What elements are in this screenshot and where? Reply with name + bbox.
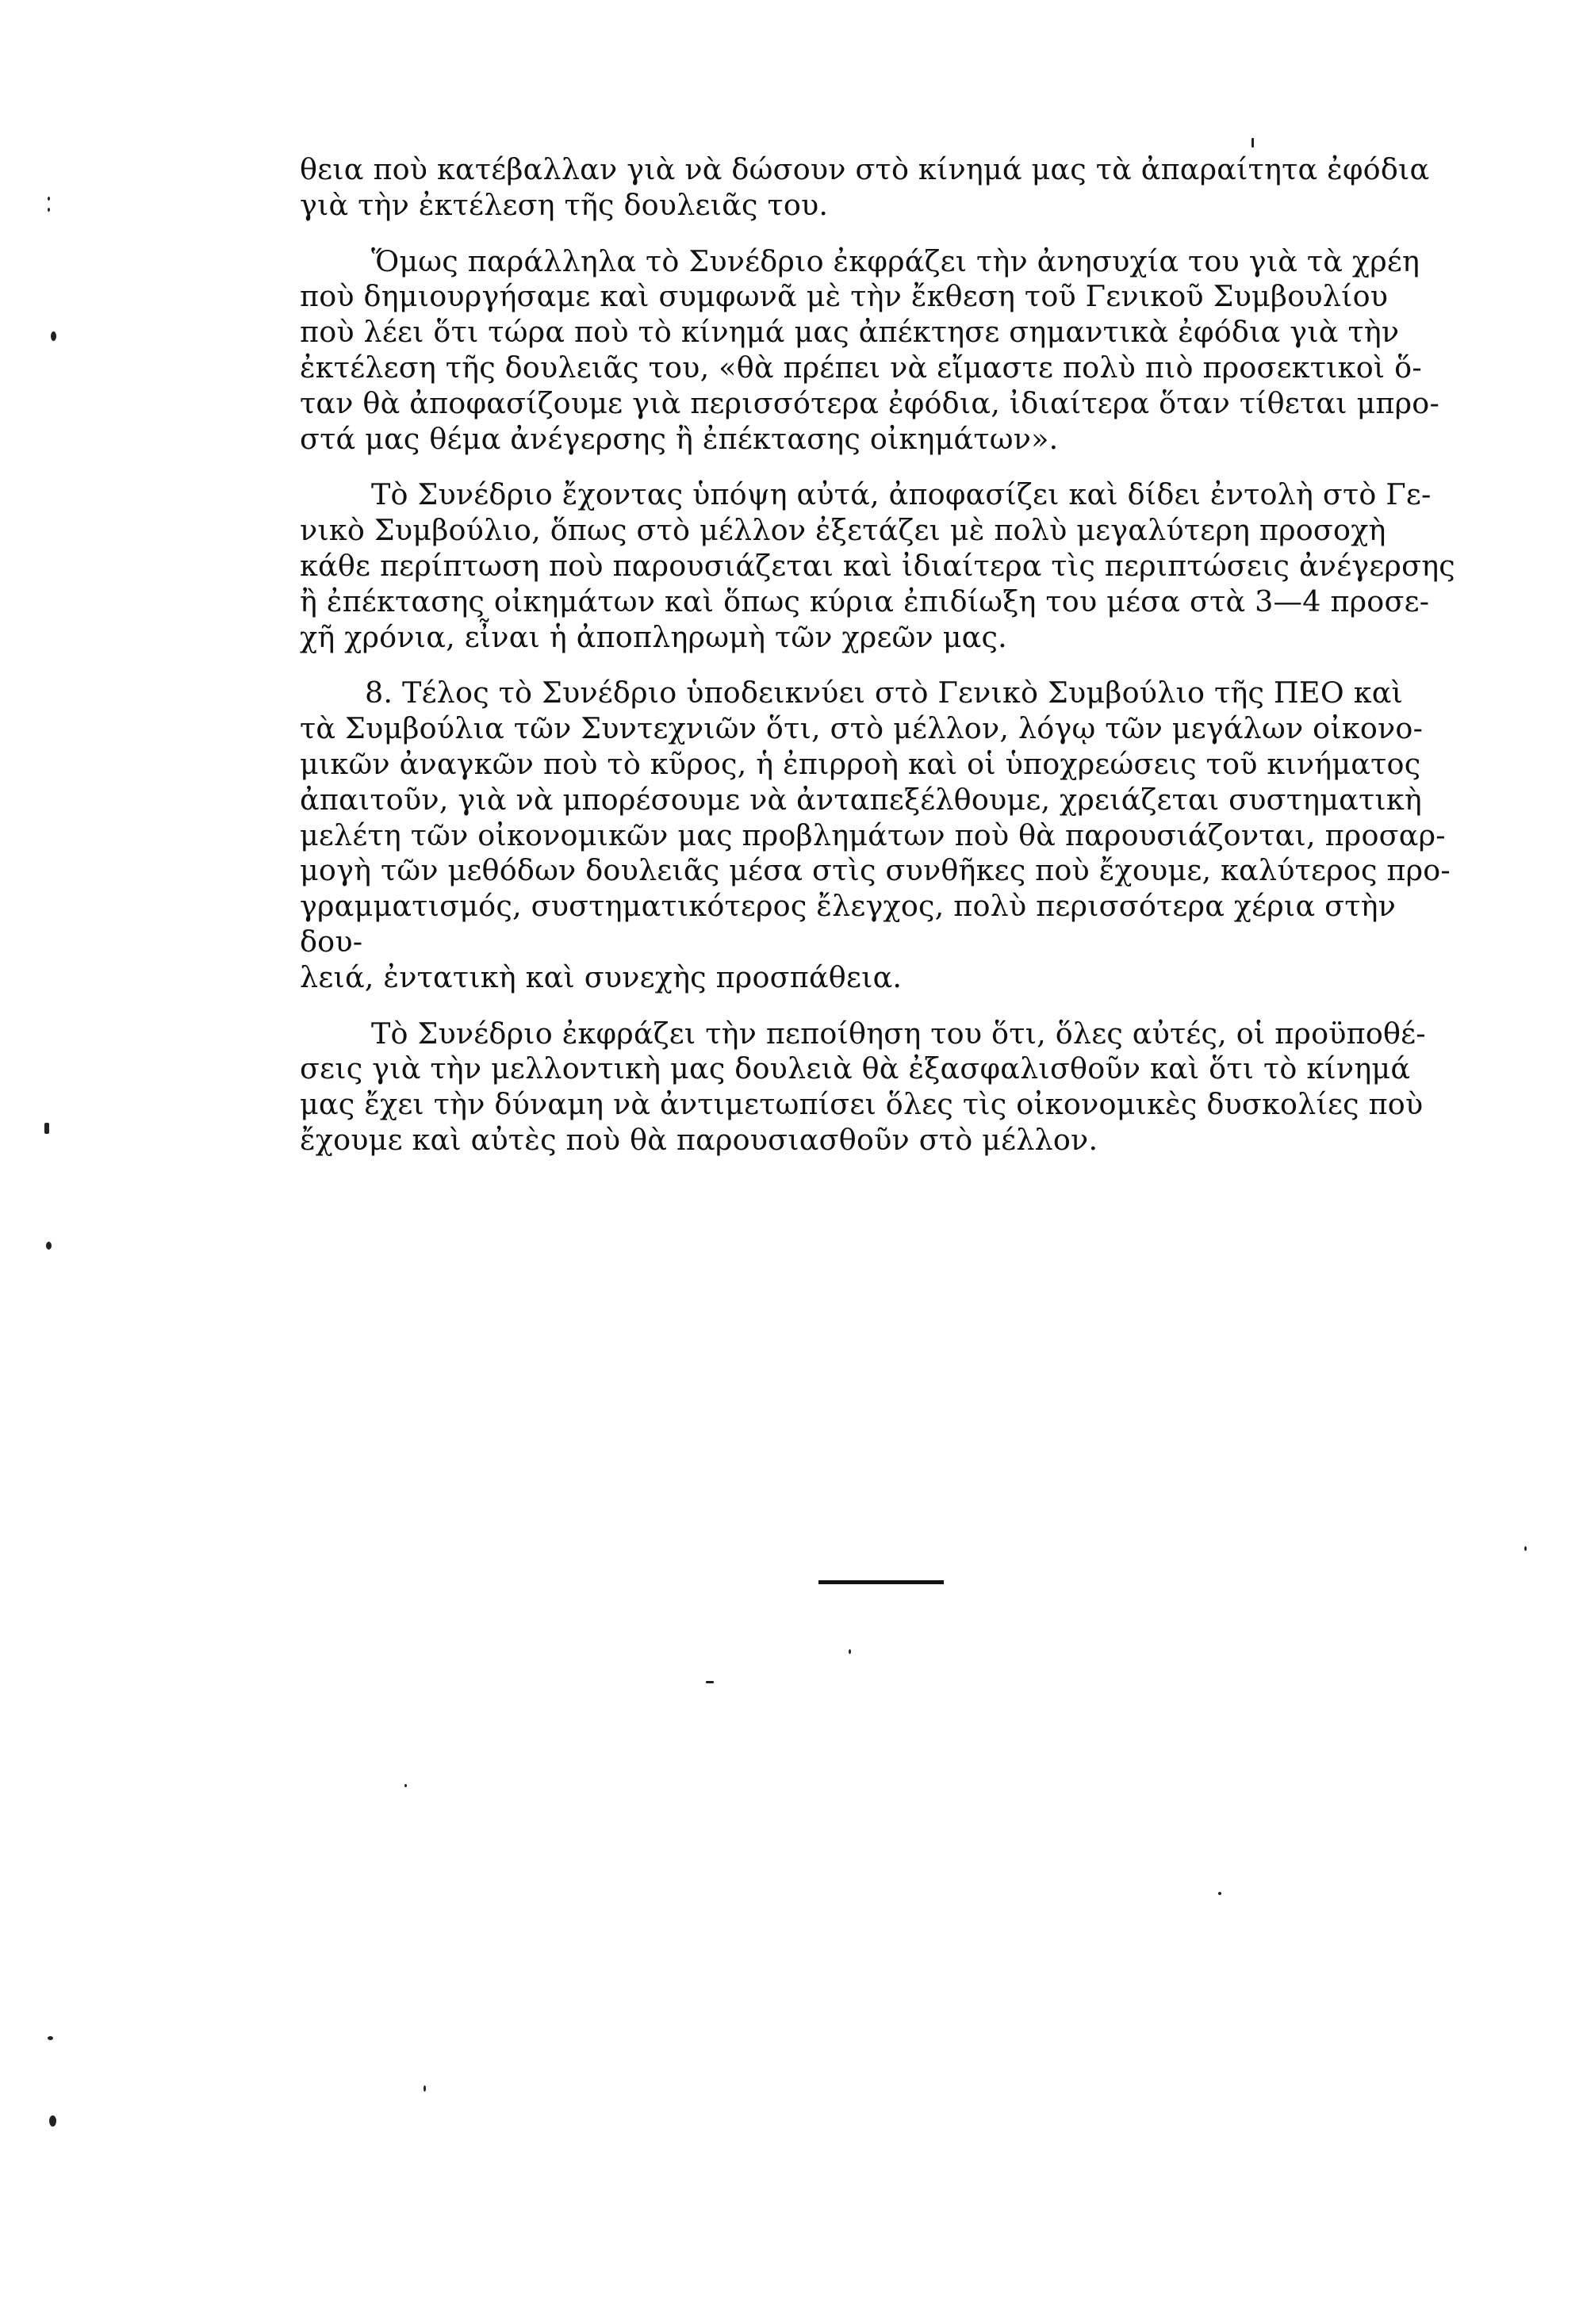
- scan-speck: [44, 1123, 49, 1134]
- scan-speck: [46, 1242, 52, 1250]
- paragraph-conclusion: Τὸ Συνέδριο ἐκφράζει τὴν πεποίθηση του ὅτι, ὅλες αὐτές, οἱ προϋποθέ- σεις γιὰ τὴν μελλοντικὴ μας δουλειὰ θὰ ἐξασφαλισθοῦν καὶ ὅτι τὸ κίνημά μας ἔχει τὴν δύναμη νὰ ἀντιμετωπίσει ὅλες τὶς οἰκονομικὲς δυσκολίες ποὺ ἔχουμε καὶ αὐτὲς ποὺ θὰ παρουσιασθοῦν στὸ μέλλον.: [300, 1016, 1426, 1157]
- paragraph-point-8: 8. Τέλος τὸ Συνέδριο ὑποδεικνύει στὸ Γενικὸ Συμβούλιο τῆς ΠΕΟ καὶ τὰ Συμβούλια τῶν Συντεχνιῶν ὅτι, στὸ μέλλον, λόγῳ τῶν μεγάλων οἰκονο- μικῶν ἀναγκῶν ποὺ τὸ κῦρος, ἡ ἐπιρροὴ καὶ οἱ ὑποχρεώσεις τοῦ κινήματος ἀπαιτοῦν, γιὰ νὰ μπορέσουμε νὰ ἀνταπεξέλθουμε, χρειάζεται συστηματικὴ μελέτη τῶν οἰκονομικῶν μας προβλημάτων ποὺ θὰ παρουσιάζονται, προσαρ- μογὴ τῶν μεθόδων δουλειᾶς μέσα στὶς συνθῆκες ποὺ ἔχουμε, καλύτερος προ- γραμματισμός, συστηματικότερος ἔλεγχος, πολὺ περισσότερα χέρια στὴν δου- λειά, ἐντατικὴ καὶ συνεχὴς προσπάθεια.: [300, 676, 1451, 994]
- paragraph-council-mandate: Τὸ Συνέδριο ἔχοντας ὑπόψη αὐτά, ἀποφασίζει καὶ δίδει ἐντολὴ στὸ Γε- νικὸ Συμβούλιο, ὅπως στὸ μέλλον ἐξετάζει μὲ πολὺ μεγαλύτερη προσοχὴ κάθε περίπτωση ποὺ παρουσιάζεται καὶ ἰδιαίτερα τὶς περιπτώσεις ἀνέγερσης ἢ ἐπέκτασης οἰκημάτων καὶ ὅπως κύρια ἐπιδίωξη του μέσα στὰ 3—4 προσε- χῆ χρόνια, εἶναι ἡ ἀποπληρωμὴ τῶν χρεῶν μας.: [300, 477, 1455, 654]
- scan-speck: [404, 1784, 407, 1787]
- document-body: [300, 152, 1466, 1158]
- scan-speck: [48, 197, 50, 201]
- scan-speck: [706, 1681, 714, 1683]
- scan-speck: [1524, 1546, 1527, 1551]
- scan-speck: [51, 331, 56, 341]
- scan-speck: [49, 2115, 56, 2127]
- scan-speck: [424, 2085, 426, 2092]
- scan-speck: [849, 1649, 851, 1654]
- paragraph-continuation: θεια ποὺ κατέβαλλαν γιὰ νὰ δώσουν στὸ κίνημά μας τὰ ἀπαραίτητα ἐφόδια γιὰ τὴν ἐκτέλεση τῆς δουλειᾶς του.: [300, 152, 1430, 222]
- end-rule-divider: [818, 1580, 944, 1584]
- paragraph-debts-concern: Ὅμως παράλληλα τὸ Συνέδριο ἐκφράζει τὴν ἀνησυχία του γιὰ τὰ χρέη ποὺ δημιουργήσαμε καὶ συμφωνᾶ μὲ τὴν ἔκθεση τοῦ Γενικοῦ Συμβουλίου ποὺ λέει ὅτι τώρα ποὺ τὸ κίνημά μας ἀπέκτησε σημαντικὰ ἐφόδια γιὰ τὴν ἐκτέλεση τῆς δουλειᾶς του, «θὰ πρέπει νὰ εἴμαστε πολὺ πιὸ προσεκτικοὶ ὅ- ταν θὰ ἀποφασίζουμε γιὰ περισσότερα ἐφόδια, ἰδιαίτερα ὅταν τίθεται μπρο- στά μας θέμα ἀνέγερσης ἢ ἐπέκτασης οἰκημάτων».: [300, 243, 1439, 456]
- scan-speck: [48, 2036, 53, 2040]
- scan-speck: [48, 208, 50, 212]
- scan-speck: [1218, 1892, 1221, 1895]
- scan-speck: [1251, 138, 1254, 147]
